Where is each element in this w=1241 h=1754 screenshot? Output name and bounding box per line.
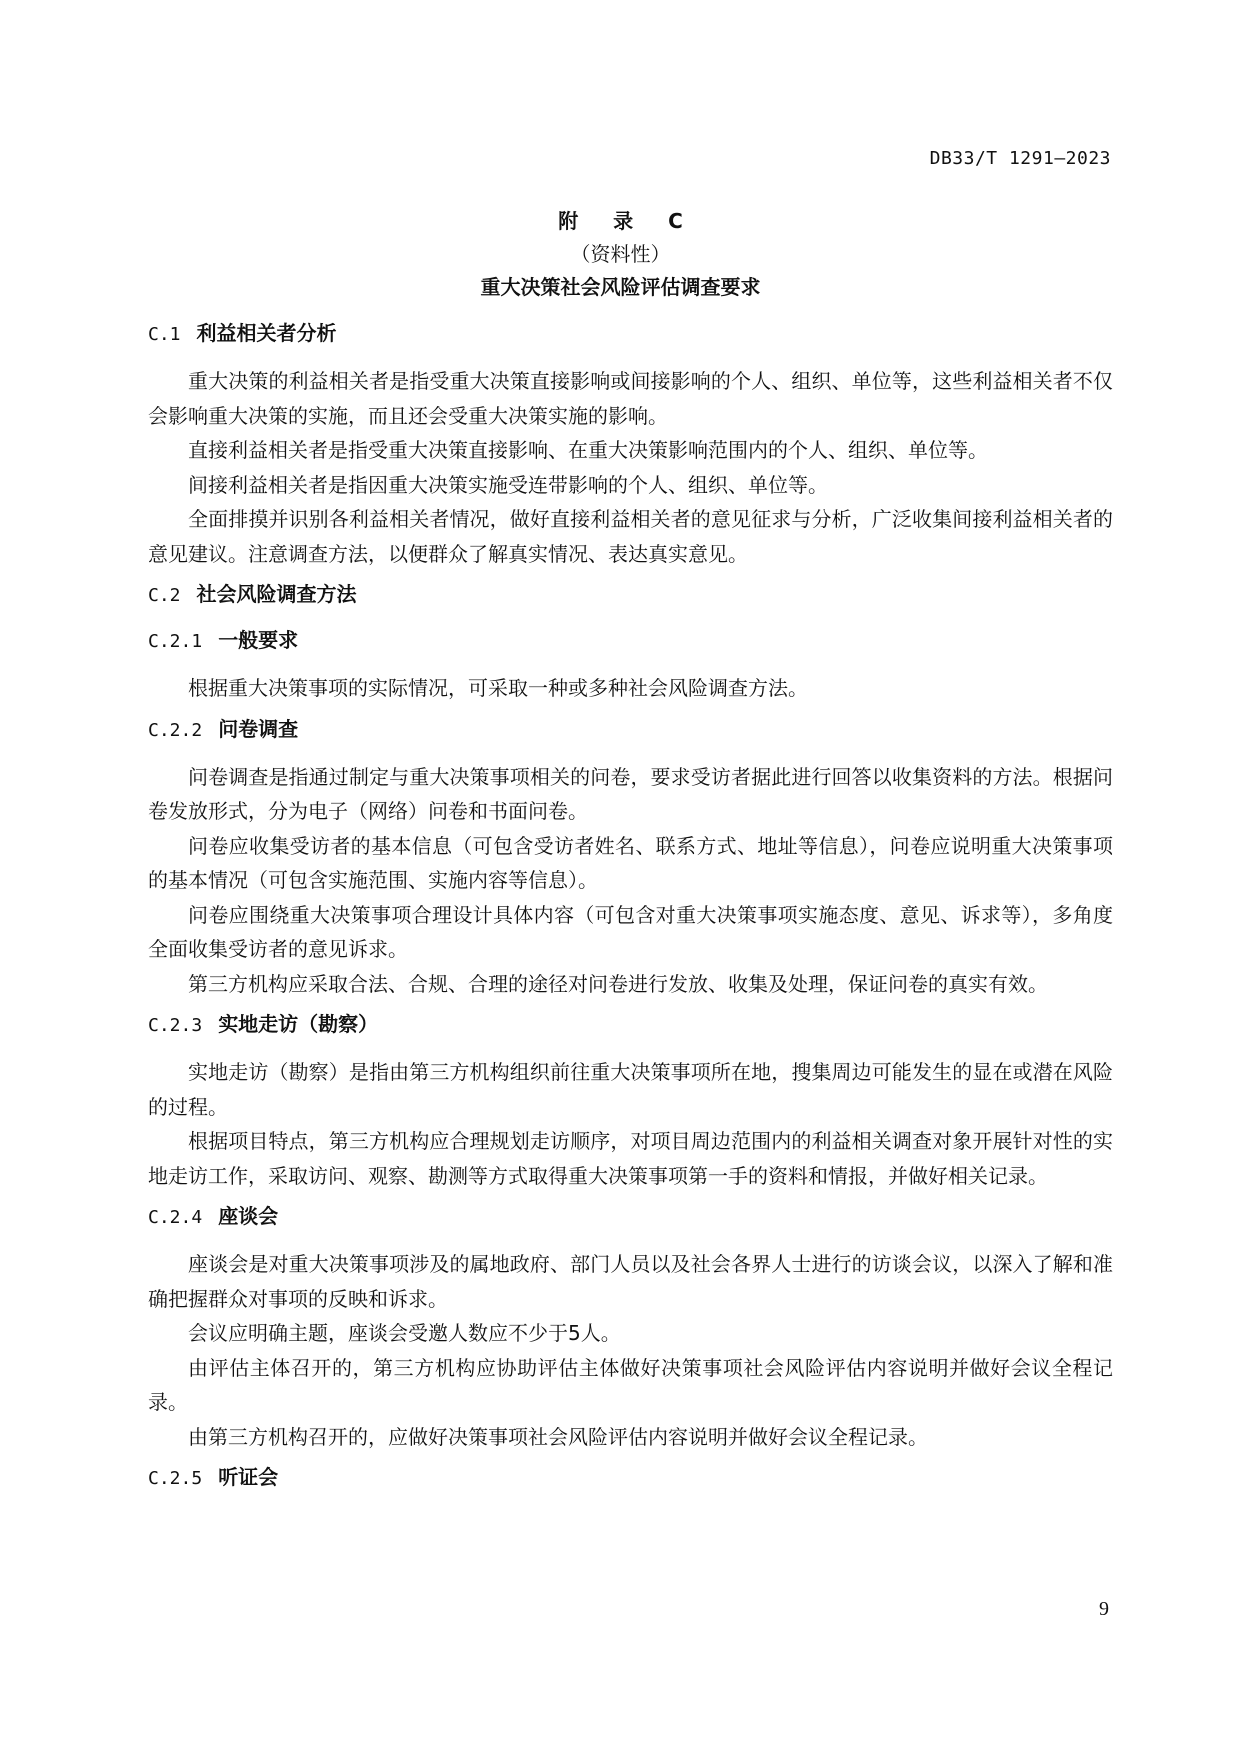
appendix-nature: （资料性） <box>570 242 671 266</box>
page-number: 9 <box>1099 1598 1109 1620</box>
section-heading-c2-1 <box>148 625 1113 671</box>
section-heading-c1 <box>148 318 1113 364</box>
section-heading-c2-3 <box>148 1009 1113 1055</box>
document-id: DB33/T 1291—2023 <box>929 148 1111 169</box>
paragraph: 问卷调查是指通过制定与重大决策事项相关的问卷，要求受访者据此进行回答以收集资料的方法。根据问卷发放形式，分为电子（网络）问卷和书面问卷。 <box>148 764 1113 823</box>
section-title: 社会风险调查方法 <box>196 582 357 606</box>
paragraph: 重大决策的利益相关者是指受重大决策直接影响或间接影响的个人、组织、单位等，这些利益相关者不仅会影响重大决策的实施，而且还会受重大决策实施的影响。 <box>148 369 1113 428</box>
paragraph: 根据重大决策事项的实际情况，可采取一种或多种社会风险调查方法。 <box>188 676 808 700</box>
appendix-title: 重大决策社会风险评估调查要求 <box>480 275 761 299</box>
section-number: C.2.2 <box>148 719 203 741</box>
paragraph: 问卷应收集受访者的基本信息（可包含受访者姓名、联系方式、地址等信息），问卷应说明重大决策事项的基本情况（可包含实施范围、实施内容等信息）。 <box>148 833 1113 892</box>
section-body-c2-2 <box>148 760 1113 1002</box>
section-heading-c2-2 <box>148 714 1113 760</box>
section-title: 座谈会 <box>218 1204 279 1228</box>
section-number: C.1 <box>148 324 181 345</box>
section-heading-c2 <box>148 579 1113 625</box>
section-heading-c2-4 <box>148 1201 1113 1247</box>
paragraph: 由第三方机构召开的，应做好决策事项社会风险评估内容说明并做好会议全程记录。 <box>188 1424 928 1449</box>
section-body-c1 <box>148 364 1113 571</box>
paragraph: 第三方机构应采取合法、合规、合理的途径对问卷进行发放、收集及处理，保证问卷的真实有效。 <box>188 971 1048 996</box>
section-title: 一般要求 <box>218 628 299 652</box>
document-body <box>148 318 1113 1508</box>
paragraph: 会议应明确主题，座谈会受邀人数应不少于5人。 <box>188 1321 621 1345</box>
appendix-label: 附 录 C <box>558 209 697 233</box>
section-title: 实地走访（勘察） <box>218 1012 379 1036</box>
section-number: C.2.4 <box>148 1207 203 1228</box>
paragraph: 座谈会是对重大决策事项涉及的属地政府、部门人员以及社会各界人士进行的访谈会议，以深入了解和准确把握群众对事项的反映和诉求。 <box>148 1252 1113 1311</box>
section-title: 问卷调查 <box>218 716 299 741</box>
paragraph: 全面排摸并识别各利益相关者情况，做好直接利益相关者的意见征求与分析，广泛收集间接利益相关者的意见建议。注意调查方法，以便群众了解真实情况、表达真实意见。 <box>148 507 1113 566</box>
paragraph: 问卷应围绕重大决策事项合理设计具体内容（可包含对重大决策事项实施态度、意见、诉求等），多角度全面收集受访者的意见诉求。 <box>148 902 1113 961</box>
section-number: C.2.3 <box>148 1015 203 1036</box>
section-title: 利益相关者分析 <box>196 321 337 345</box>
section-number: C.2.5 <box>148 1468 203 1489</box>
paragraph: 由评估主体召开的，第三方机构应协助评估主体做好决策事项社会风险评估内容说明并做好会议全程记录。 <box>148 1355 1113 1414</box>
section-number: C.2.1 <box>148 631 203 652</box>
section-body-c2-1 <box>148 671 1113 706</box>
section-number: C.2 <box>148 585 181 606</box>
paragraph: 间接利益相关者是指因重大决策实施受连带影响的个人、组织、单位等。 <box>188 472 828 497</box>
paragraph: 直接利益相关者是指受重大决策直接影响、在重大决策影响范围内的个人、组织、单位等。 <box>188 438 988 462</box>
section-title: 听证会 <box>218 1465 279 1489</box>
paragraph: 根据项目特点，第三方机构应合理规划走访顺序，对项目周边范围内的利益相关调查对象开展针对性的实地走访工作，采取访问、观察、勘测等方式取得重大决策事项第一手的资料和情报，并做好相关记录。 <box>148 1129 1113 1188</box>
section-heading-c2-5 <box>148 1462 1113 1508</box>
paragraph: 实地走访（勘察）是指由第三方机构组织前往重大决策事项所在地，搜集周边可能发生的显在或潜在风险的过程。 <box>148 1060 1113 1119</box>
section-body-c2-3 <box>148 1055 1113 1193</box>
section-body-c2-4 <box>148 1247 1113 1454</box>
